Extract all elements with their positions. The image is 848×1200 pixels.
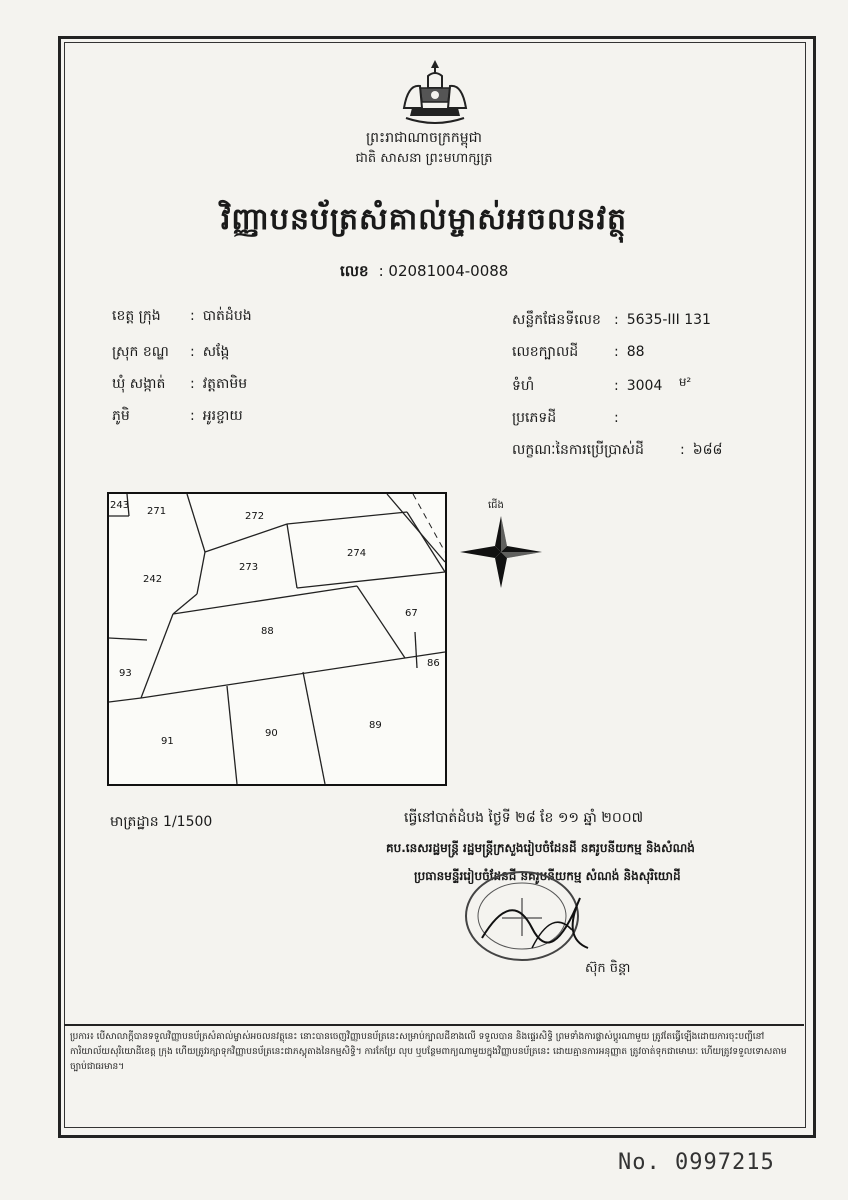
field-value: 88 xyxy=(626,344,645,360)
kingdom-heading: ព្រះរាជាណាចក្រកម្ពុជា xyxy=(365,130,482,146)
field-land-use: លក្ខណៈនៃការប្រើប្រាស់ដី : ៦៨៨ xyxy=(512,440,722,461)
field-parcel-number: លេខក្បាលដី : 88 xyxy=(512,342,645,363)
map-scale: មាត្រដ្ឋាន 1/1500 xyxy=(110,814,213,830)
cadastral-map xyxy=(107,492,447,786)
number-label: លេខ xyxy=(340,262,369,280)
field-label: ភូមិ xyxy=(112,408,130,424)
parcel-label: 67 xyxy=(405,608,418,619)
field-label: សន្លឹកផែនទីលេខ xyxy=(512,312,601,328)
field-label: លក្ខណៈនៃការប្រើប្រាស់ដី xyxy=(512,442,644,458)
signature-title-2: ប្រធានមន្ទីររៀបចំដែនដី នគរូបនីយកម្ម សំណង់ និងសុរិយោដី xyxy=(414,869,681,883)
field-land-type: ប្រភេទដី : xyxy=(512,408,627,429)
parcel-label: 88 xyxy=(261,626,274,637)
field-value: ៦៨៨ xyxy=(692,442,723,458)
field-label: ស្រុក ខណ្ឌ xyxy=(112,344,169,360)
field-village: ភូមិ : អូរខ្ចាយ xyxy=(112,406,243,427)
legal-notice: ប្រការ៖ បើសាលាក្តីបានទទួលវិញ្ញាបនប័ត្រសំគាល់ម្ចាស់អចលនវត្ថុនេះ នោះបានចេញវិញ្ញាបនប័ត្រនេះសម្រាប់ក្បាលដីខាងលើ ទទួលបាន និងផ្ទេរសិទ្ធិ ព្រមទាំងការផ្លាស់ប្តូរណាមួយ ត្រូវតែធ្វើឡើងដោយការចុះបញ្ជីនៅការិយាល័យសុរិយោដីខេត្ត ក្រុង ហើយត្រូវរក្សាទុកវិញ្ញាបនប័ត្រនេះជាភស្តុតាងនៃកម្មសិទ្ធិ។ ការកែប្រែ លុប ឬបន្ថែមពាក្យណាមួយក្នុងវិញ្ញាបនប័ត្រនេះ ដោយគ្មានការអនុញ្ញាត ត្រូវចាត់ទុកជាមោឃៈ ហើយត្រូវទទួលទោសតាមច្បាប់ជាធរមាន។ xyxy=(70,1032,787,1072)
field-map-sheet: សន្លឹកផែនទីលេខ : 5635-III 131 xyxy=(512,310,711,331)
issue-date: ធ្វើនៅបាត់ដំបង ថ្ងៃទី ២៨ ខែ ១១ ឆ្នាំ ២០០៧ xyxy=(404,810,644,826)
field-label: ឃុំ សង្កាត់ xyxy=(112,376,166,392)
field-value: អូរខ្ចាយ xyxy=(202,408,243,424)
field-value: 5635-III 131 xyxy=(626,312,711,328)
signature-title-1: គប.នេសរដ្ឋមន្ត្រី រដ្ឋមន្ត្រីក្រសួងរៀបចំដែនដី នគរូបនីយកម្ម និងសំណង់ xyxy=(386,841,695,855)
number-value: : 02081004-0088 xyxy=(378,262,509,280)
field-label: ប្រភេទដី xyxy=(512,410,557,426)
parcel-label: 93 xyxy=(119,668,132,679)
parcel-label: 86 xyxy=(427,658,440,669)
field-area: ទំហំ : 3004 ម² xyxy=(512,374,691,397)
field-value: បាត់ដំបង xyxy=(202,308,252,324)
field-value: វត្តតាមិម xyxy=(202,376,248,392)
parcel-label: 91 xyxy=(161,736,174,747)
parcel-label: 272 xyxy=(245,511,265,522)
official-stamp-icon xyxy=(462,868,592,964)
north-arrow-icon xyxy=(456,498,546,598)
field-district: ស្រុក ខណ្ឌ : សង្កែ xyxy=(112,342,229,363)
signer-name: ស៊ុក ចិន្ដា xyxy=(585,961,631,976)
parcel-label: 242 xyxy=(143,574,163,585)
field-province: ខេត្ត ក្រុង : បាត់ដំបង xyxy=(112,306,252,327)
field-commune: ឃុំ សង្កាត់ : វត្តតាមិម xyxy=(112,374,247,395)
parcel-label: 243 xyxy=(110,500,130,511)
parcel-label: 274 xyxy=(347,548,367,559)
certificate-number xyxy=(340,262,508,284)
national-motto: ជាតិ សាសនា ព្រះមហាក្សត្រ xyxy=(355,151,493,166)
area-unit: ម² xyxy=(678,375,692,389)
field-value: 3004 xyxy=(626,378,663,394)
notice-divider xyxy=(64,1024,804,1026)
field-label: ទំហំ xyxy=(512,378,535,394)
royal-emblem-icon xyxy=(398,58,472,124)
field-value: សង្កែ xyxy=(202,344,230,360)
document-title: វិញ្ញាបនប័ត្រសំគាល់ម្ចាស់អចលនវត្ថុ xyxy=(220,202,628,237)
field-label: ខេត្ត ក្រុង xyxy=(112,308,161,324)
north-label: ជើង xyxy=(488,500,504,511)
parcel-label: 89 xyxy=(369,720,382,731)
serial-number: No. 0997215 xyxy=(618,1150,775,1175)
parcel-label: 271 xyxy=(147,506,167,517)
parcel-label: 90 xyxy=(265,728,278,739)
field-label: លេខក្បាលដី xyxy=(512,344,579,360)
parcel-label: 273 xyxy=(239,562,259,573)
